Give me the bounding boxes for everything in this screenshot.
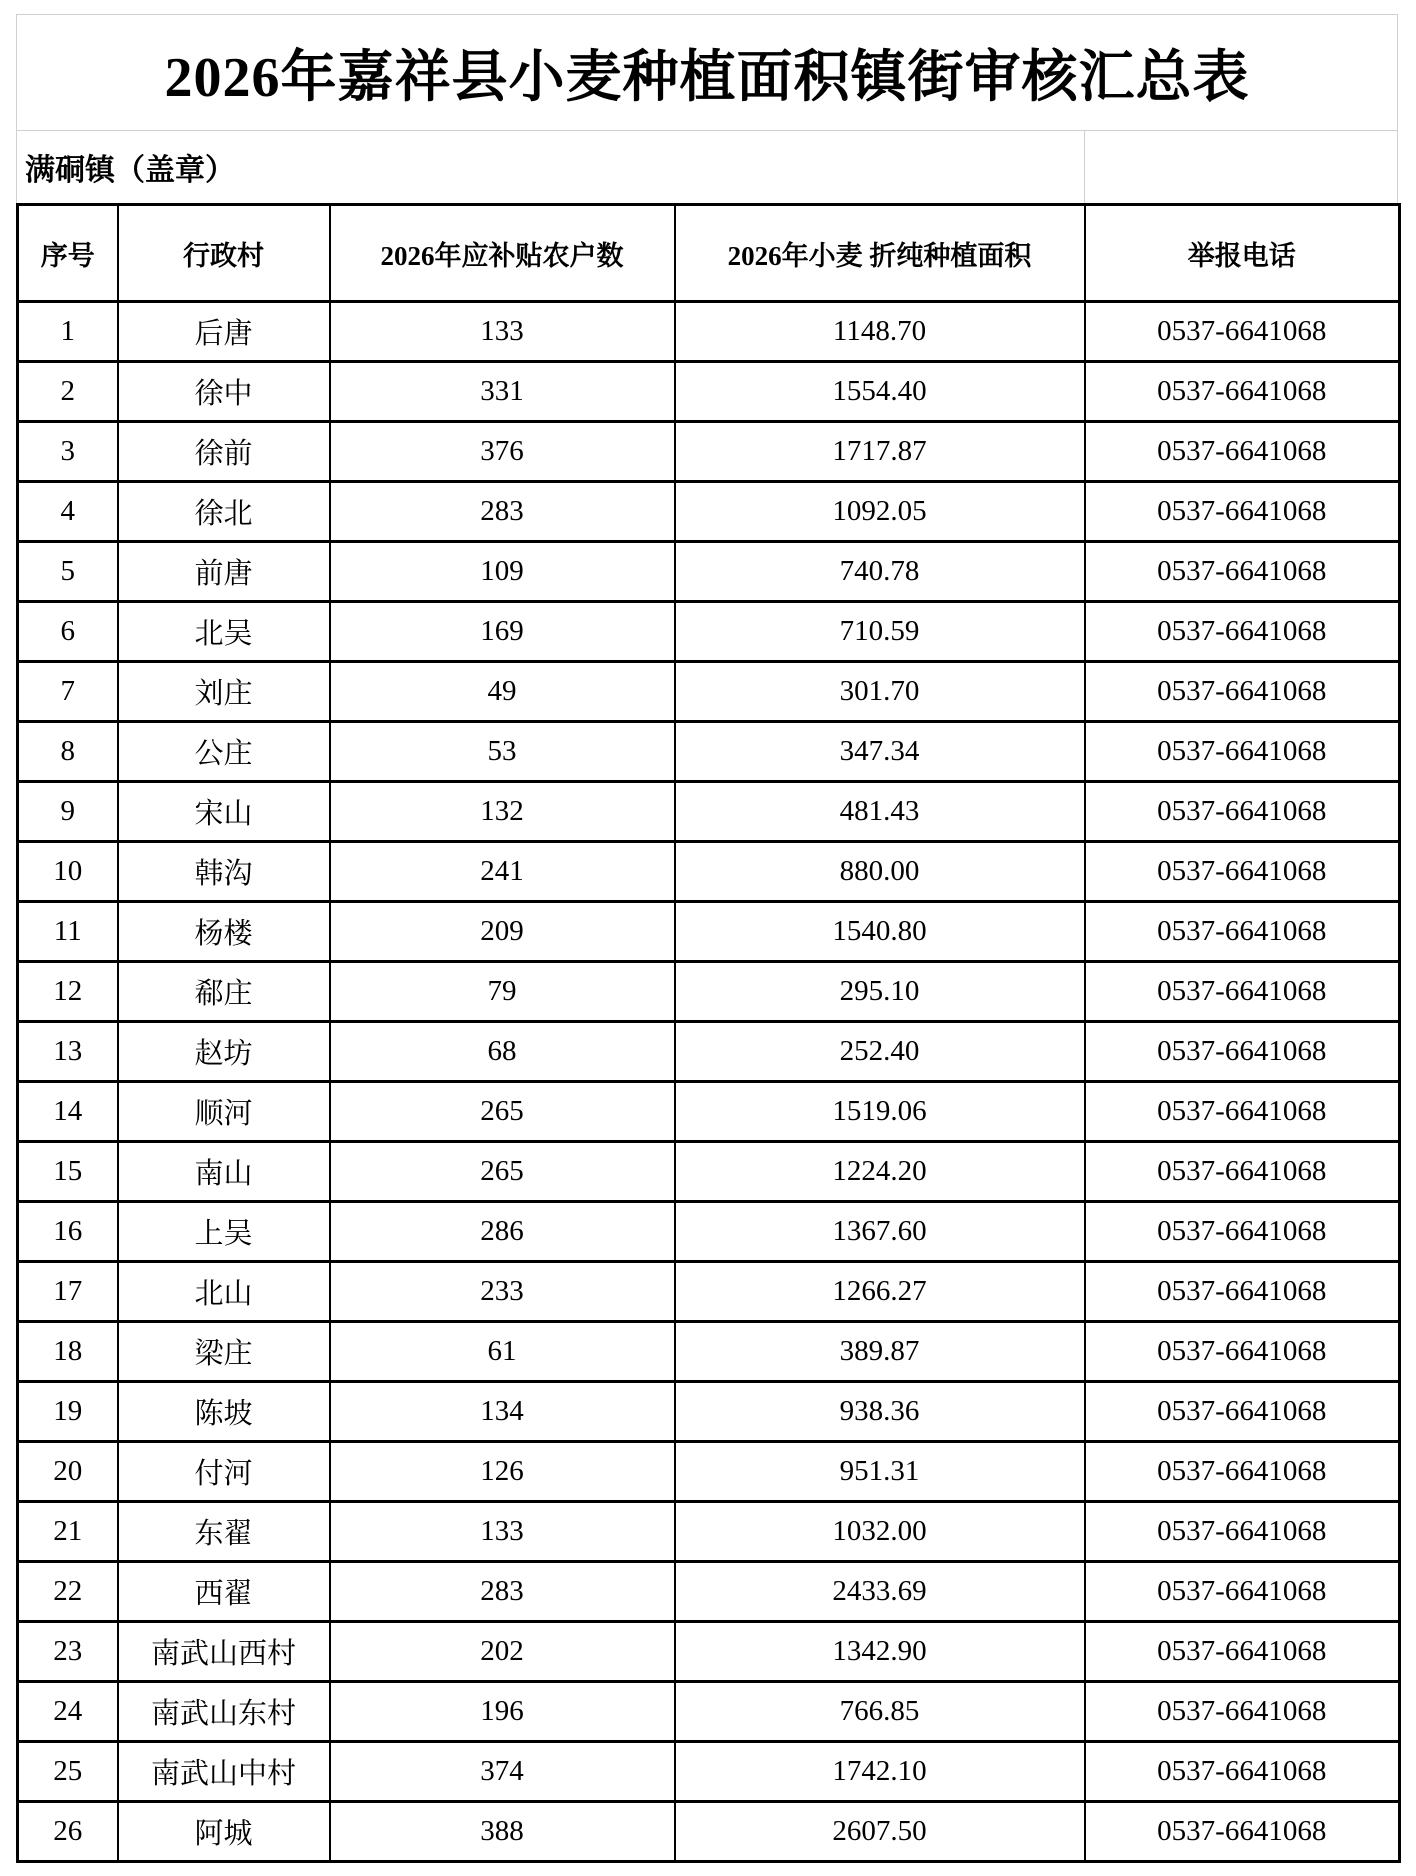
cell-households: 68 — [330, 1022, 675, 1082]
cell-area: 951.31 — [675, 1442, 1085, 1502]
table-row — [18, 662, 1400, 722]
cell-households: 49 — [330, 662, 675, 722]
cell-households: 133 — [330, 1502, 675, 1562]
table-row — [18, 1202, 1400, 1262]
table-row — [18, 1682, 1400, 1742]
cell-village: 赵坊 — [118, 1022, 330, 1082]
cell-phone: 0537-6641068 — [1085, 1562, 1400, 1622]
table-row — [18, 1322, 1400, 1382]
column-header-no: 序号 — [18, 205, 118, 302]
cell-phone: 0537-6641068 — [1085, 1202, 1400, 1262]
cell-households: 133 — [330, 302, 675, 362]
column-header-area: 2026年小麦 折纯种植面积 — [675, 205, 1085, 302]
cell-village: 徐北 — [118, 482, 330, 542]
cell-village: 陈坡 — [118, 1382, 330, 1442]
table-row — [18, 1622, 1400, 1682]
cell-phone: 0537-6641068 — [1085, 1742, 1400, 1802]
cell-households: 374 — [330, 1742, 675, 1802]
cell-households: 134 — [330, 1382, 675, 1442]
cell-phone: 0537-6641068 — [1085, 722, 1400, 782]
cell-area: 301.70 — [675, 662, 1085, 722]
cell-village: 前唐 — [118, 542, 330, 602]
cell-households: 233 — [330, 1262, 675, 1322]
subtitle-row — [16, 130, 1398, 203]
cell-no: 19 — [18, 1382, 118, 1442]
table-row — [18, 302, 1400, 362]
cell-village: 宋山 — [118, 782, 330, 842]
table-row — [18, 422, 1400, 482]
cell-no: 15 — [18, 1142, 118, 1202]
cell-households: 202 — [330, 1622, 675, 1682]
cell-no: 7 — [18, 662, 118, 722]
cell-phone: 0537-6641068 — [1085, 542, 1400, 602]
cell-no: 1 — [18, 302, 118, 362]
cell-no: 25 — [18, 1742, 118, 1802]
cell-phone: 0537-6641068 — [1085, 782, 1400, 842]
cell-village: 南武山中村 — [118, 1742, 330, 1802]
column-header-households: 2026年应补贴农户数 — [330, 205, 675, 302]
cell-village: 韩沟 — [118, 842, 330, 902]
cell-phone: 0537-6641068 — [1085, 902, 1400, 962]
table-row — [18, 722, 1400, 782]
table-header — [18, 205, 1400, 302]
cell-households: 169 — [330, 602, 675, 662]
cell-area: 2607.50 — [675, 1802, 1085, 1862]
cell-area: 740.78 — [675, 542, 1085, 602]
cell-households: 265 — [330, 1142, 675, 1202]
cell-phone: 0537-6641068 — [1085, 1262, 1400, 1322]
column-header-village: 行政村 — [118, 205, 330, 302]
cell-no: 12 — [18, 962, 118, 1022]
cell-households: 79 — [330, 962, 675, 1022]
cell-village: 徐前 — [118, 422, 330, 482]
cell-village: 西翟 — [118, 1562, 330, 1622]
cell-no: 8 — [18, 722, 118, 782]
cell-area: 1342.90 — [675, 1622, 1085, 1682]
cell-no: 24 — [18, 1682, 118, 1742]
header-row — [18, 205, 1400, 302]
summary-table — [16, 203, 1401, 1863]
town-seal-label: 满硐镇（盖章） — [25, 154, 235, 187]
cell-no: 9 — [18, 782, 118, 842]
cell-households: 241 — [330, 842, 675, 902]
cell-no: 16 — [18, 1202, 118, 1262]
table-row — [18, 902, 1400, 962]
cell-households: 126 — [330, 1442, 675, 1502]
cell-phone: 0537-6641068 — [1085, 602, 1400, 662]
cell-area: 389.87 — [675, 1322, 1085, 1382]
cell-phone: 0537-6641068 — [1085, 1682, 1400, 1742]
cell-households: 388 — [330, 1802, 675, 1862]
cell-village: 东翟 — [118, 1502, 330, 1562]
table-row — [18, 1562, 1400, 1622]
cell-households: 265 — [330, 1082, 675, 1142]
cell-households: 286 — [330, 1202, 675, 1262]
cell-phone: 0537-6641068 — [1085, 362, 1400, 422]
cell-households: 331 — [330, 362, 675, 422]
cell-village: 南武山西村 — [118, 1622, 330, 1682]
table-row — [18, 842, 1400, 902]
cell-phone: 0537-6641068 — [1085, 1322, 1400, 1382]
cell-phone: 0537-6641068 — [1085, 1142, 1400, 1202]
cell-village: 公庄 — [118, 722, 330, 782]
cell-village: 南山 — [118, 1142, 330, 1202]
cell-area: 766.85 — [675, 1682, 1085, 1742]
cell-phone: 0537-6641068 — [1085, 842, 1400, 902]
table-row — [18, 1082, 1400, 1142]
cell-phone: 0537-6641068 — [1085, 1622, 1400, 1682]
cell-no: 23 — [18, 1622, 118, 1682]
table-row — [18, 542, 1400, 602]
cell-village: 郗庄 — [118, 962, 330, 1022]
cell-area: 710.59 — [675, 602, 1085, 662]
cell-no: 14 — [18, 1082, 118, 1142]
cell-no: 22 — [18, 1562, 118, 1622]
cell-phone: 0537-6641068 — [1085, 662, 1400, 722]
cell-area: 938.36 — [675, 1382, 1085, 1442]
cell-village: 上吴 — [118, 1202, 330, 1262]
cell-households: 61 — [330, 1322, 675, 1382]
cell-phone: 0537-6641068 — [1085, 1022, 1400, 1082]
table-row — [18, 482, 1400, 542]
summary-sheet — [16, 14, 1398, 1863]
cell-phone: 0537-6641068 — [1085, 1442, 1400, 1502]
table-row — [18, 1382, 1400, 1442]
table-row — [18, 1262, 1400, 1322]
cell-no: 13 — [18, 1022, 118, 1082]
table-row — [18, 782, 1400, 842]
cell-area: 1367.60 — [675, 1202, 1085, 1262]
cell-no: 17 — [18, 1262, 118, 1322]
cell-no: 10 — [18, 842, 118, 902]
cell-village: 杨楼 — [118, 902, 330, 962]
cell-area: 1742.10 — [675, 1742, 1085, 1802]
cell-area: 481.43 — [675, 782, 1085, 842]
cell-area: 880.00 — [675, 842, 1085, 902]
cell-phone: 0537-6641068 — [1085, 1382, 1400, 1442]
cell-households: 196 — [330, 1682, 675, 1742]
table-row — [18, 1442, 1400, 1502]
cell-area: 2433.69 — [675, 1562, 1085, 1622]
cell-households: 53 — [330, 722, 675, 782]
cell-village: 刘庄 — [118, 662, 330, 722]
cell-area: 1092.05 — [675, 482, 1085, 542]
cell-village: 北吴 — [118, 602, 330, 662]
cell-phone: 0537-6641068 — [1085, 1502, 1400, 1562]
subtitle-empty-cell — [1084, 131, 1397, 203]
cell-households: 209 — [330, 902, 675, 962]
cell-village: 徐中 — [118, 362, 330, 422]
cell-area: 347.34 — [675, 722, 1085, 782]
cell-phone: 0537-6641068 — [1085, 482, 1400, 542]
table-body — [18, 302, 1400, 1862]
cell-area: 1266.27 — [675, 1262, 1085, 1322]
cell-area: 1224.20 — [675, 1142, 1085, 1202]
table-row — [18, 1802, 1400, 1862]
table-row — [18, 1142, 1400, 1202]
cell-village: 顺河 — [118, 1082, 330, 1142]
cell-phone: 0537-6641068 — [1085, 1802, 1400, 1862]
cell-no: 20 — [18, 1442, 118, 1502]
page-title: 2026年嘉祥县小麦种植面积镇街审核汇总表 — [16, 14, 1398, 130]
table-row — [18, 1502, 1400, 1562]
table-row — [18, 602, 1400, 662]
table-row — [18, 362, 1400, 422]
cell-no: 2 — [18, 362, 118, 422]
table-row — [18, 1742, 1400, 1802]
cell-no: 3 — [18, 422, 118, 482]
cell-village: 阿城 — [118, 1802, 330, 1862]
cell-village: 南武山东村 — [118, 1682, 330, 1742]
cell-households: 376 — [330, 422, 675, 482]
cell-village: 后唐 — [118, 302, 330, 362]
cell-households: 132 — [330, 782, 675, 842]
cell-no: 21 — [18, 1502, 118, 1562]
cell-no: 5 — [18, 542, 118, 602]
table-row — [18, 962, 1400, 1022]
cell-village: 付河 — [118, 1442, 330, 1502]
column-header-phone: 举报电话 — [1085, 205, 1400, 302]
cell-area: 1554.40 — [675, 362, 1085, 422]
cell-no: 4 — [18, 482, 118, 542]
cell-phone: 0537-6641068 — [1085, 302, 1400, 362]
cell-no: 26 — [18, 1802, 118, 1862]
cell-area: 1717.87 — [675, 422, 1085, 482]
cell-no: 18 — [18, 1322, 118, 1382]
cell-area: 1540.80 — [675, 902, 1085, 962]
cell-phone: 0537-6641068 — [1085, 1082, 1400, 1142]
cell-area: 1148.70 — [675, 302, 1085, 362]
cell-no: 11 — [18, 902, 118, 962]
cell-phone: 0537-6641068 — [1085, 962, 1400, 1022]
cell-households: 283 — [330, 482, 675, 542]
cell-area: 1519.06 — [675, 1082, 1085, 1142]
cell-village: 梁庄 — [118, 1322, 330, 1382]
cell-no: 6 — [18, 602, 118, 662]
cell-phone: 0537-6641068 — [1085, 422, 1400, 482]
cell-households: 109 — [330, 542, 675, 602]
cell-households: 283 — [330, 1562, 675, 1622]
cell-area: 1032.00 — [675, 1502, 1085, 1562]
cell-area: 252.40 — [675, 1022, 1085, 1082]
cell-area: 295.10 — [675, 962, 1085, 1022]
cell-village: 北山 — [118, 1262, 330, 1322]
table-row — [18, 1022, 1400, 1082]
